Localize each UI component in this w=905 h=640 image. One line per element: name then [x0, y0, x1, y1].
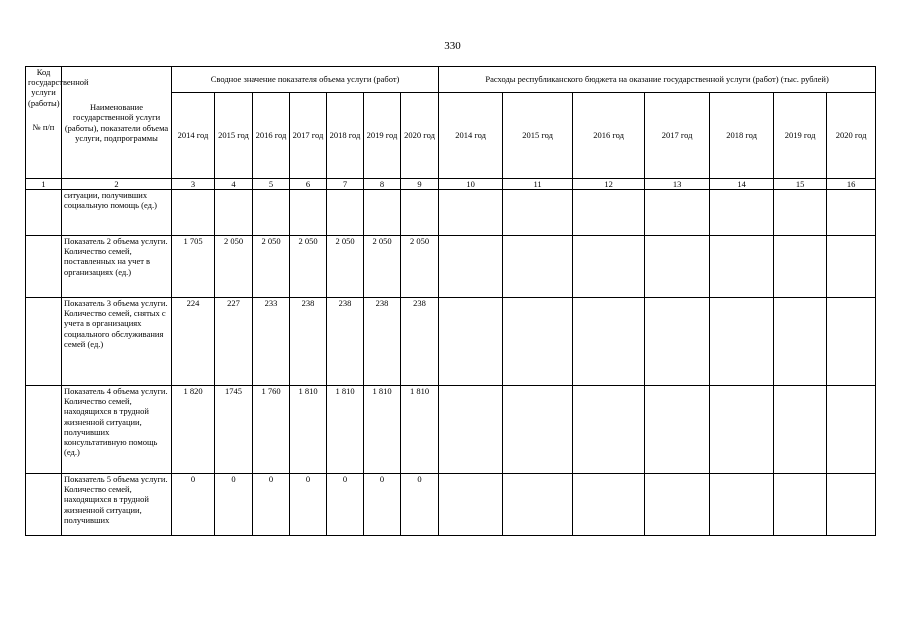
expense-value [774, 298, 827, 386]
volume-value: 233 [253, 298, 290, 386]
expense-value [573, 190, 645, 236]
volume-value: 2 050 [253, 236, 290, 298]
column-number: 15 [774, 179, 827, 190]
expense-value [645, 474, 710, 536]
volume-value: 2 050 [364, 236, 401, 298]
row-name: Показатель 4 объема услуги. Количество семей, находящихся в трудной жизненной ситуации, получивших консультативную помощь (ед.) [62, 386, 172, 474]
volume-value: 1 810 [364, 386, 401, 474]
expense-value [827, 386, 876, 474]
expense-value [439, 236, 503, 298]
expense-value [439, 386, 503, 474]
expense-value [439, 474, 503, 536]
row-number-label: № п/п [32, 121, 55, 132]
row-code [26, 386, 62, 474]
expense-value [573, 236, 645, 298]
volume-year-header: 2019 год [364, 93, 401, 179]
volume-value: 2 050 [327, 236, 364, 298]
code-header [26, 67, 89, 179]
volume-value: 238 [327, 298, 364, 386]
table-row [26, 298, 876, 386]
volume-value [253, 190, 290, 236]
volume-value [290, 190, 327, 236]
page-number: 330 [444, 40, 461, 52]
expense-value [827, 236, 876, 298]
column-number-row [26, 179, 876, 190]
column-number: 12 [573, 179, 645, 190]
expense-value [710, 190, 774, 236]
column-number: 8 [364, 179, 401, 190]
column-number: 13 [645, 179, 710, 190]
volume-value: 224 [172, 298, 215, 386]
expense-value [573, 298, 645, 386]
expense-year-header: 2017 год [645, 93, 710, 179]
row-code [26, 236, 62, 298]
expense-value [573, 474, 645, 536]
volume-value [327, 190, 364, 236]
expense-value [710, 298, 774, 386]
volume-value: 238 [290, 298, 327, 386]
expense-value [503, 236, 573, 298]
volume-value [364, 190, 401, 236]
expense-value [503, 298, 573, 386]
column-number: 14 [710, 179, 774, 190]
volume-value: 0 [215, 474, 253, 536]
volume-value [172, 190, 215, 236]
expense-year-header: 2019 год [774, 93, 827, 179]
row-name: Показатель 3 объема услуги. Количество семей, снятых с учета в организациях социального обслуживания семей (ед.) [62, 298, 172, 386]
table-row [26, 190, 876, 236]
expense-year-header: 2020 год [827, 93, 876, 179]
volume-value: 0 [364, 474, 401, 536]
volume-value: 0 [290, 474, 327, 536]
expense-value [503, 190, 573, 236]
row-name: Показатель 5 объема услуги. Количество семей, находящихся в трудной жизненной ситуации, получивших [62, 474, 172, 536]
column-number: 6 [290, 179, 327, 190]
expense-value [645, 190, 710, 236]
expense-value [439, 190, 503, 236]
volume-value: 1 705 [172, 236, 215, 298]
volume-year-header: 2020 год [401, 93, 439, 179]
expense-value [710, 386, 774, 474]
column-number: 3 [172, 179, 215, 190]
volume-value: 238 [364, 298, 401, 386]
expense-value [827, 298, 876, 386]
volume-group-header: Сводное значение показателя объема услуги (работ) [172, 67, 439, 93]
row-name: ситуации, получивших социальную помощь (ед.) [62, 190, 172, 236]
table-row [26, 474, 876, 536]
budget-table [25, 66, 876, 536]
volume-value: 1 810 [290, 386, 327, 474]
expense-value [645, 298, 710, 386]
table-row [26, 236, 876, 298]
expense-value [774, 386, 827, 474]
volume-year-header: 2015 год [215, 93, 253, 179]
column-number: 2 [62, 179, 172, 190]
expense-value [645, 386, 710, 474]
volume-value: 2 050 [290, 236, 327, 298]
volume-value: 1 810 [401, 386, 439, 474]
expense-value [827, 190, 876, 236]
column-number: 9 [401, 179, 439, 190]
expense-value [503, 474, 573, 536]
expense-year-header: 2018 год [710, 93, 774, 179]
volume-value: 0 [253, 474, 290, 536]
expense-year-header: 2014 год [439, 93, 503, 179]
expense-value [774, 236, 827, 298]
code-header-label: Код государственной услуги (работы) [28, 67, 89, 108]
volume-value: 1 820 [172, 386, 215, 474]
column-number: 11 [503, 179, 573, 190]
column-number: 4 [215, 179, 253, 190]
expense-value [710, 474, 774, 536]
volume-value: 227 [215, 298, 253, 386]
volume-value: 0 [401, 474, 439, 536]
row-code [26, 190, 62, 236]
expense-value [645, 236, 710, 298]
expense-year-header: 2016 год [573, 93, 645, 179]
volume-value: 0 [172, 474, 215, 536]
expense-year-header: 2015 год [503, 93, 573, 179]
volume-year-header: 2017 год [290, 93, 327, 179]
volume-value: 1 810 [327, 386, 364, 474]
expense-value [439, 298, 503, 386]
volume-value: 2 050 [401, 236, 439, 298]
column-number: 5 [253, 179, 290, 190]
expense-value [827, 474, 876, 536]
column-number: 1 [26, 179, 62, 190]
volume-value: 1 760 [253, 386, 290, 474]
expense-value [710, 236, 774, 298]
expense-value [503, 386, 573, 474]
volume-year-header: 2016 год [253, 93, 290, 179]
volume-value: 1745 [215, 386, 253, 474]
expense-value [573, 386, 645, 474]
expense-group-header: Расходы республиканского бюджета на оказание государственной услуги (работ) (тыс. рублей) [439, 67, 876, 93]
volume-year-header: 2014 год [172, 93, 215, 179]
volume-year-header: 2018 год [327, 93, 364, 179]
volume-value: 2 050 [215, 236, 253, 298]
row-name: Показатель 2 объема услуги. Количество семей, поставленных на учет в организациях (ед.) [62, 236, 172, 298]
column-number: 10 [439, 179, 503, 190]
volume-value: 0 [327, 474, 364, 536]
volume-value: 238 [401, 298, 439, 386]
volume-value [401, 190, 439, 236]
table-row [26, 386, 876, 474]
expense-value [774, 190, 827, 236]
column-number: 7 [327, 179, 364, 190]
volume-value [215, 190, 253, 236]
row-code [26, 474, 62, 536]
expense-value [774, 474, 827, 536]
name-header: Наименование государственной услуги (работы), показатели объема услуги, подпрограммы [62, 67, 172, 179]
column-number: 16 [827, 179, 876, 190]
row-code [26, 298, 62, 386]
